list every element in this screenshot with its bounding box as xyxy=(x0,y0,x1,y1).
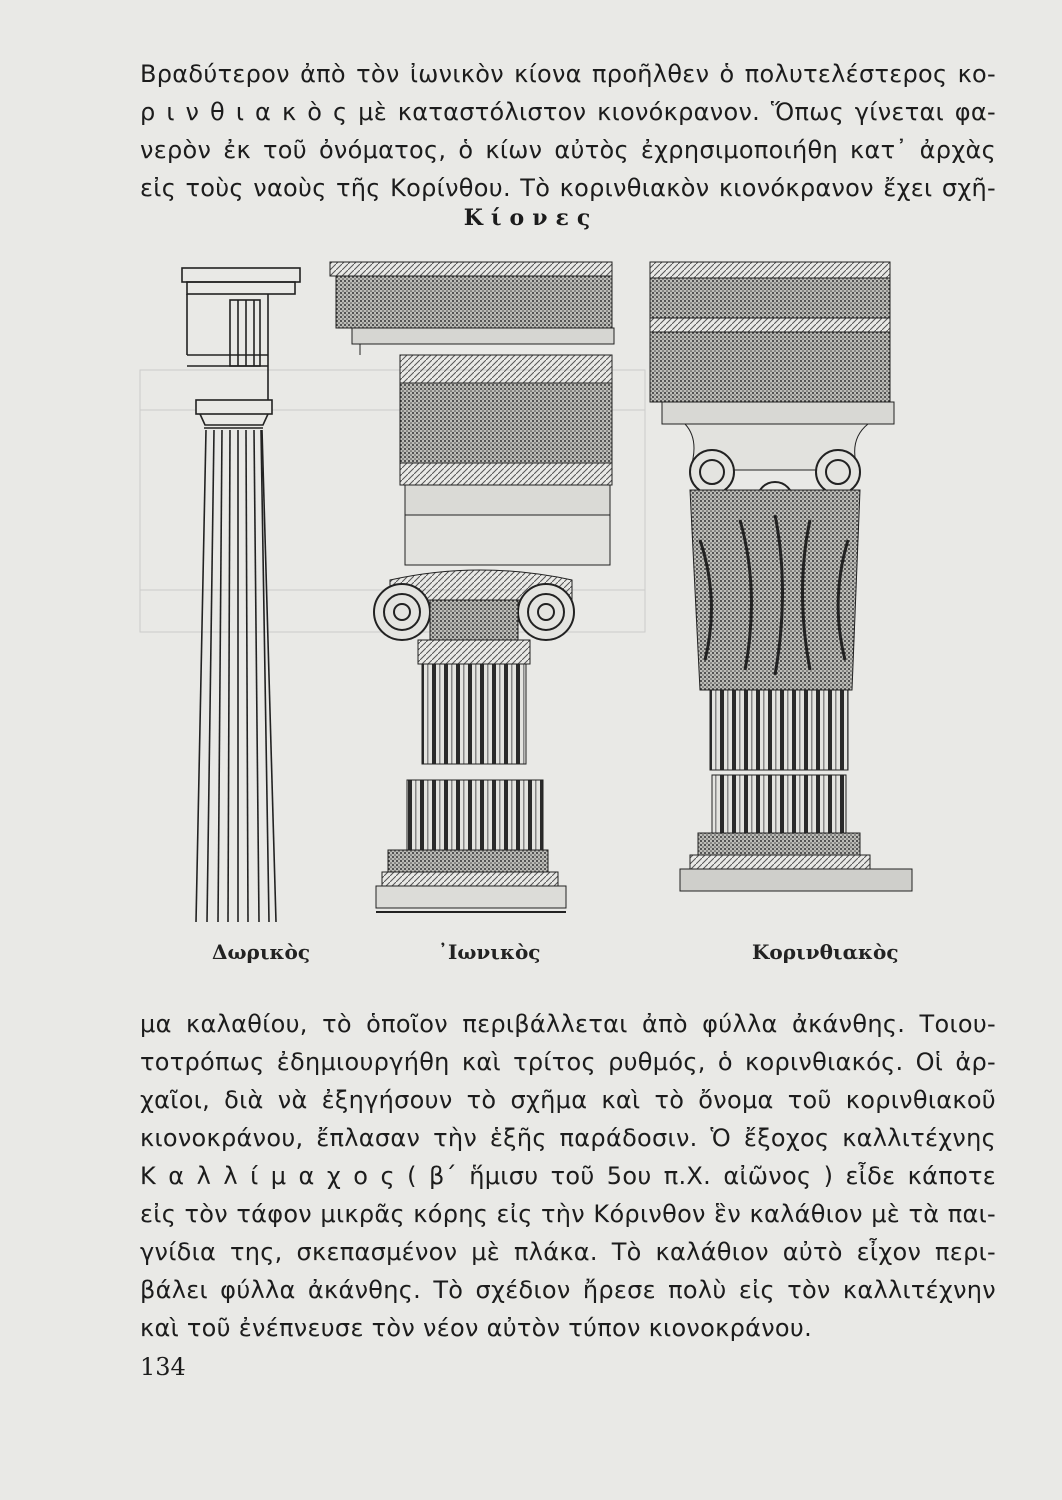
text-line: κιονοκράνου, ἔπλασαν τὴν ἑξῆς παράδοσιν. Ὁ ἔξοχος καλλιτέχνης xyxy=(140,1124,996,1152)
corinthian-column xyxy=(650,262,912,891)
text-line: τοτρόπως ἐδημιουργήθη καὶ τρίτος ρυθμός, ὁ κορινθιακός. Οἱ ἀρ- xyxy=(140,1048,996,1076)
text-line: καὶ τοῦ ἐνέπνευσε τὸν νέον αὐτὸν τύπον κιονοκράνου. xyxy=(140,1314,813,1342)
caption-doric: Δωρικὸς xyxy=(212,940,311,964)
text-line: μα καλαθίου, τὸ ὁποῖον περιβάλλεται ἀπὸ φύλλα ἀκάνθης. Τοιου- xyxy=(140,1010,996,1038)
text-line: εἰς τὸν τάφον μικρᾶς κόρης εἰς τὴν Κόρινθον ἓν καλάθιον μὲ τὰ παι- xyxy=(140,1200,996,1228)
text-line: νερὸν ἐκ τοῦ ὀνόματος, ὁ κίων αὐτὸς ἐχρησιμοποιήθη κατ᾽ ἀρχὰς xyxy=(140,136,996,164)
figure-title: Κίονες xyxy=(463,205,599,231)
page-number: 134 xyxy=(140,1353,186,1381)
text-line: εἰς τοὺς ναοὺς τῆς Κορίνθου. Τὸ κορινθιακὸν κιονόκρανον ἔχει σχῆ- xyxy=(140,174,996,202)
doric-column xyxy=(182,268,300,922)
text-line: Βραδύτερον ἀπὸ τὸν ἰωνικὸν κίονα προῆλθεν ὁ πολυτελέστερος κο- xyxy=(140,60,996,88)
bottom-paragraph xyxy=(140,1005,996,1347)
text-line: γνίδια της, σκεπασμένον μὲ πλάκα. Τὸ καλάθιον αὐτὸ εἶχον περι- xyxy=(140,1238,996,1266)
text-line: ρ ι ν θ ι α κ ὸ ς μὲ καταστόλιστον κιονόκρανον. Ὅπως γίνεται φα- xyxy=(140,98,996,126)
caption-corinthian: Κορινθιακὸς xyxy=(752,940,899,964)
caption-ionic: ᾿Ιωνικὸς xyxy=(438,940,541,964)
text-line: χαῖοι, διὰ νὰ ἐξηγήσουν τὸ σχῆμα καὶ τὸ ὄνομα τοῦ κορινθιακοῦ xyxy=(140,1086,996,1114)
text-line: βάλει φύλλα ἀκάνθης. Τὸ σχέδιον ἤρεσε πολὺ εἰς τὸν καλλιτέχνην xyxy=(140,1276,996,1304)
ionic-column xyxy=(330,262,614,912)
text-line: Κ α λ λ ί μ α χ ο ς ( β΄ ἥμισυ τοῦ 5ου π.Χ. αἰῶνος ) εἶδε κάποτε xyxy=(140,1162,996,1190)
